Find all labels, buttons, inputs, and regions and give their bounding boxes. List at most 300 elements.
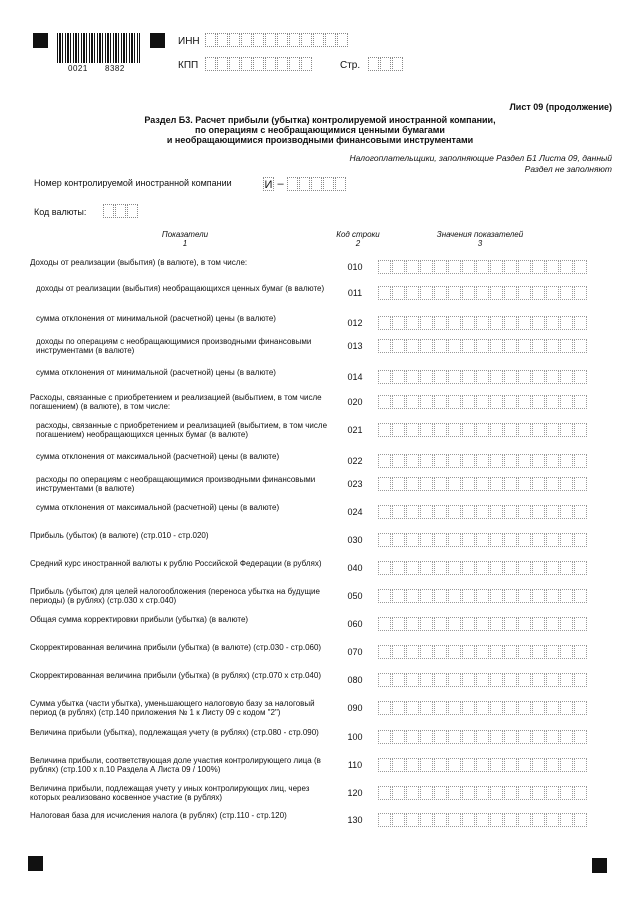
value-cell[interactable] — [574, 758, 587, 772]
value-cell[interactable] — [574, 701, 587, 715]
value-cell[interactable] — [448, 561, 461, 575]
value-cell[interactable] — [476, 260, 489, 274]
value-cell[interactable] — [560, 673, 573, 687]
value-cell[interactable] — [560, 561, 573, 575]
value-cell[interactable] — [462, 758, 475, 772]
value-cell[interactable] — [490, 316, 503, 330]
value-cell[interactable] — [434, 260, 447, 274]
value-cell[interactable] — [420, 673, 433, 687]
value-cell[interactable] — [448, 316, 461, 330]
value-cell[interactable] — [532, 533, 545, 547]
value-cell[interactable] — [504, 454, 517, 468]
row-value-field[interactable] — [378, 813, 588, 827]
value-cell[interactable] — [518, 370, 531, 384]
value-cell[interactable] — [434, 589, 447, 603]
value-cell[interactable] — [490, 339, 503, 353]
value-cell[interactable] — [546, 813, 559, 827]
value-cell[interactable] — [546, 316, 559, 330]
value-cell[interactable] — [490, 758, 503, 772]
value-cell[interactable] — [490, 673, 503, 687]
inn-field[interactable] — [205, 33, 349, 47]
value-cell[interactable] — [434, 730, 447, 744]
value-cell[interactable] — [532, 561, 545, 575]
value-cell[interactable] — [406, 286, 419, 300]
value-cell[interactable] — [532, 477, 545, 491]
value-cell[interactable] — [448, 533, 461, 547]
value-cell[interactable] — [490, 423, 503, 437]
value-cell[interactable] — [420, 505, 433, 519]
value-cell[interactable] — [518, 617, 531, 631]
value-cell[interactable] — [448, 423, 461, 437]
value-cell[interactable] — [392, 477, 405, 491]
value-cell[interactable] — [420, 813, 433, 827]
value-cell[interactable] — [518, 813, 531, 827]
value-cell[interactable] — [406, 505, 419, 519]
value-cell[interactable] — [532, 316, 545, 330]
value-cell[interactable] — [490, 286, 503, 300]
value-cell[interactable] — [378, 260, 391, 274]
value-cell[interactable] — [504, 339, 517, 353]
value-cell[interactable] — [392, 730, 405, 744]
value-cell[interactable] — [490, 813, 503, 827]
value-cell[interactable] — [476, 316, 489, 330]
row-value-field[interactable] — [378, 673, 588, 687]
value-cell[interactable] — [574, 316, 587, 330]
value-cell[interactable] — [560, 533, 573, 547]
currency-code-field[interactable] — [103, 204, 139, 218]
value-cell[interactable] — [504, 813, 517, 827]
page-field[interactable] — [368, 57, 404, 71]
value-cell[interactable] — [434, 617, 447, 631]
row-value-field[interactable] — [378, 316, 588, 330]
value-cell[interactable] — [378, 617, 391, 631]
value-cell[interactable] — [532, 505, 545, 519]
row-value-field[interactable] — [378, 423, 588, 437]
value-cell[interactable] — [462, 370, 475, 384]
value-cell[interactable] — [420, 395, 433, 409]
value-cell[interactable] — [448, 813, 461, 827]
value-cell[interactable] — [462, 730, 475, 744]
value-cell[interactable] — [546, 589, 559, 603]
value-cell[interactable] — [518, 286, 531, 300]
value-cell[interactable] — [518, 260, 531, 274]
value-cell[interactable] — [378, 645, 391, 659]
row-value-field[interactable] — [378, 454, 588, 468]
value-cell[interactable] — [532, 370, 545, 384]
value-cell[interactable] — [504, 395, 517, 409]
value-cell[interactable] — [392, 813, 405, 827]
value-cell[interactable] — [518, 673, 531, 687]
value-cell[interactable] — [532, 339, 545, 353]
value-cell[interactable] — [574, 813, 587, 827]
value-cell[interactable] — [504, 673, 517, 687]
value-cell[interactable] — [532, 758, 545, 772]
value-cell[interactable] — [574, 260, 587, 274]
value-cell[interactable] — [448, 505, 461, 519]
value-cell[interactable] — [560, 477, 573, 491]
value-cell[interactable] — [532, 786, 545, 800]
value-cell[interactable] — [378, 370, 391, 384]
value-cell[interactable] — [532, 617, 545, 631]
value-cell[interactable] — [574, 673, 587, 687]
value-cell[interactable] — [476, 477, 489, 491]
value-cell[interactable] — [574, 589, 587, 603]
value-cell[interactable] — [406, 316, 419, 330]
value-cell[interactable] — [574, 286, 587, 300]
value-cell[interactable] — [406, 395, 419, 409]
value-cell[interactable] — [518, 701, 531, 715]
value-cell[interactable] — [420, 786, 433, 800]
value-cell[interactable] — [560, 454, 573, 468]
row-value-field[interactable] — [378, 505, 588, 519]
value-cell[interactable] — [434, 813, 447, 827]
value-cell[interactable] — [392, 505, 405, 519]
value-cell[interactable] — [546, 370, 559, 384]
value-cell[interactable] — [462, 339, 475, 353]
value-cell[interactable] — [378, 286, 391, 300]
value-cell[interactable] — [392, 316, 405, 330]
value-cell[interactable] — [490, 505, 503, 519]
value-cell[interactable] — [518, 423, 531, 437]
value-cell[interactable] — [518, 505, 531, 519]
value-cell[interactable] — [378, 701, 391, 715]
value-cell[interactable] — [518, 477, 531, 491]
value-cell[interactable] — [504, 730, 517, 744]
value-cell[interactable] — [462, 617, 475, 631]
value-cell[interactable] — [546, 286, 559, 300]
value-cell[interactable] — [462, 477, 475, 491]
value-cell[interactable] — [518, 730, 531, 744]
value-cell[interactable] — [406, 730, 419, 744]
value-cell[interactable] — [378, 786, 391, 800]
value-cell[interactable] — [378, 561, 391, 575]
value-cell[interactable] — [504, 589, 517, 603]
value-cell[interactable] — [560, 701, 573, 715]
value-cell[interactable] — [560, 370, 573, 384]
value-cell[interactable] — [490, 260, 503, 274]
value-cell[interactable] — [420, 730, 433, 744]
value-cell[interactable] — [462, 813, 475, 827]
value-cell[interactable] — [546, 395, 559, 409]
value-cell[interactable] — [406, 758, 419, 772]
value-cell[interactable] — [518, 454, 531, 468]
value-cell[interactable] — [532, 673, 545, 687]
value-cell[interactable] — [378, 316, 391, 330]
value-cell[interactable] — [448, 477, 461, 491]
value-cell[interactable] — [420, 316, 433, 330]
value-cell[interactable] — [392, 758, 405, 772]
value-cell[interactable] — [406, 423, 419, 437]
value-cell[interactable] — [448, 395, 461, 409]
value-cell[interactable] — [532, 260, 545, 274]
value-cell[interactable] — [574, 786, 587, 800]
row-value-field[interactable] — [378, 370, 588, 384]
row-value-field[interactable] — [378, 701, 588, 715]
value-cell[interactable] — [406, 673, 419, 687]
value-cell[interactable] — [434, 286, 447, 300]
value-cell[interactable] — [420, 477, 433, 491]
value-cell[interactable] — [406, 260, 419, 274]
value-cell[interactable] — [462, 286, 475, 300]
value-cell[interactable] — [378, 813, 391, 827]
value-cell[interactable] — [574, 645, 587, 659]
value-cell[interactable] — [392, 370, 405, 384]
value-cell[interactable] — [378, 477, 391, 491]
value-cell[interactable] — [574, 339, 587, 353]
value-cell[interactable] — [378, 454, 391, 468]
value-cell[interactable] — [462, 561, 475, 575]
value-cell[interactable] — [476, 730, 489, 744]
value-cell[interactable] — [560, 730, 573, 744]
value-cell[interactable] — [560, 286, 573, 300]
value-cell[interactable] — [490, 477, 503, 491]
value-cell[interactable] — [560, 316, 573, 330]
value-cell[interactable] — [546, 260, 559, 274]
row-value-field[interactable] — [378, 645, 588, 659]
value-cell[interactable] — [462, 645, 475, 659]
value-cell[interactable] — [378, 533, 391, 547]
value-cell[interactable] — [574, 477, 587, 491]
value-cell[interactable] — [406, 370, 419, 384]
value-cell[interactable] — [476, 617, 489, 631]
value-cell[interactable] — [406, 589, 419, 603]
value-cell[interactable] — [476, 505, 489, 519]
value-cell[interactable] — [448, 454, 461, 468]
value-cell[interactable] — [546, 423, 559, 437]
value-cell[interactable] — [504, 701, 517, 715]
value-cell[interactable] — [546, 617, 559, 631]
value-cell[interactable] — [560, 395, 573, 409]
value-cell[interactable] — [420, 701, 433, 715]
value-cell[interactable] — [392, 423, 405, 437]
row-value-field[interactable] — [378, 758, 588, 772]
value-cell[interactable] — [560, 589, 573, 603]
value-cell[interactable] — [448, 589, 461, 603]
value-cell[interactable] — [392, 645, 405, 659]
value-cell[interactable] — [406, 533, 419, 547]
value-cell[interactable] — [448, 370, 461, 384]
value-cell[interactable] — [406, 561, 419, 575]
value-cell[interactable] — [504, 370, 517, 384]
value-cell[interactable] — [420, 260, 433, 274]
value-cell[interactable] — [378, 339, 391, 353]
value-cell[interactable] — [574, 423, 587, 437]
value-cell[interactable] — [532, 395, 545, 409]
value-cell[interactable] — [392, 701, 405, 715]
value-cell[interactable] — [434, 454, 447, 468]
value-cell[interactable] — [448, 339, 461, 353]
value-cell[interactable] — [392, 454, 405, 468]
value-cell[interactable] — [420, 339, 433, 353]
value-cell[interactable] — [420, 533, 433, 547]
value-cell[interactable] — [434, 370, 447, 384]
value-cell[interactable] — [392, 260, 405, 274]
value-cell[interactable] — [532, 645, 545, 659]
value-cell[interactable] — [490, 370, 503, 384]
value-cell[interactable] — [462, 423, 475, 437]
value-cell[interactable] — [420, 370, 433, 384]
value-cell[interactable] — [434, 423, 447, 437]
value-cell[interactable] — [504, 477, 517, 491]
value-cell[interactable] — [574, 561, 587, 575]
value-cell[interactable] — [560, 813, 573, 827]
value-cell[interactable] — [504, 533, 517, 547]
value-cell[interactable] — [378, 730, 391, 744]
company-number-field[interactable] — [263, 177, 347, 191]
value-cell[interactable] — [490, 786, 503, 800]
value-cell[interactable] — [546, 786, 559, 800]
value-cell[interactable] — [504, 758, 517, 772]
value-cell[interactable] — [532, 730, 545, 744]
value-cell[interactable] — [546, 505, 559, 519]
value-cell[interactable] — [546, 339, 559, 353]
value-cell[interactable] — [532, 589, 545, 603]
row-value-field[interactable] — [378, 395, 588, 409]
value-cell[interactable] — [476, 758, 489, 772]
value-cell[interactable] — [448, 786, 461, 800]
value-cell[interactable] — [392, 786, 405, 800]
value-cell[interactable] — [476, 561, 489, 575]
value-cell[interactable] — [504, 505, 517, 519]
value-cell[interactable] — [420, 758, 433, 772]
value-cell[interactable] — [406, 477, 419, 491]
row-value-field[interactable] — [378, 533, 588, 547]
value-cell[interactable] — [560, 645, 573, 659]
kpp-field[interactable] — [205, 57, 313, 71]
value-cell[interactable] — [504, 786, 517, 800]
value-cell[interactable] — [504, 286, 517, 300]
row-value-field[interactable] — [378, 286, 588, 300]
value-cell[interactable] — [574, 730, 587, 744]
value-cell[interactable] — [518, 395, 531, 409]
value-cell[interactable] — [462, 260, 475, 274]
row-value-field[interactable] — [378, 260, 588, 274]
value-cell[interactable] — [490, 533, 503, 547]
value-cell[interactable] — [546, 454, 559, 468]
row-value-field[interactable] — [378, 786, 588, 800]
row-value-field[interactable] — [378, 589, 588, 603]
value-cell[interactable] — [532, 701, 545, 715]
value-cell[interactable] — [378, 423, 391, 437]
value-cell[interactable] — [448, 260, 461, 274]
value-cell[interactable] — [434, 561, 447, 575]
value-cell[interactable] — [490, 645, 503, 659]
value-cell[interactable] — [574, 395, 587, 409]
value-cell[interactable] — [504, 316, 517, 330]
value-cell[interactable] — [448, 645, 461, 659]
value-cell[interactable] — [462, 395, 475, 409]
value-cell[interactable] — [532, 454, 545, 468]
value-cell[interactable] — [518, 645, 531, 659]
value-cell[interactable] — [420, 286, 433, 300]
value-cell[interactable] — [476, 370, 489, 384]
value-cell[interactable] — [378, 505, 391, 519]
value-cell[interactable] — [532, 423, 545, 437]
value-cell[interactable] — [560, 758, 573, 772]
value-cell[interactable] — [560, 423, 573, 437]
value-cell[interactable] — [476, 423, 489, 437]
value-cell[interactable] — [476, 533, 489, 547]
value-cell[interactable] — [560, 339, 573, 353]
value-cell[interactable] — [476, 813, 489, 827]
value-cell[interactable] — [476, 589, 489, 603]
value-cell[interactable] — [476, 645, 489, 659]
value-cell[interactable] — [546, 561, 559, 575]
value-cell[interactable] — [392, 339, 405, 353]
value-cell[interactable] — [448, 758, 461, 772]
value-cell[interactable] — [406, 454, 419, 468]
row-value-field[interactable] — [378, 730, 588, 744]
value-cell[interactable] — [560, 260, 573, 274]
value-cell[interactable] — [560, 786, 573, 800]
value-cell[interactable] — [378, 758, 391, 772]
value-cell[interactable] — [448, 701, 461, 715]
value-cell[interactable] — [504, 645, 517, 659]
value-cell[interactable] — [434, 316, 447, 330]
value-cell[interactable] — [434, 758, 447, 772]
value-cell[interactable] — [448, 730, 461, 744]
value-cell[interactable] — [504, 423, 517, 437]
value-cell[interactable] — [434, 477, 447, 491]
value-cell[interactable] — [434, 786, 447, 800]
value-cell[interactable] — [518, 561, 531, 575]
value-cell[interactable] — [392, 533, 405, 547]
value-cell[interactable] — [392, 561, 405, 575]
value-cell[interactable] — [378, 395, 391, 409]
value-cell[interactable] — [448, 673, 461, 687]
value-cell[interactable] — [392, 286, 405, 300]
value-cell[interactable] — [546, 645, 559, 659]
value-cell[interactable] — [434, 339, 447, 353]
value-cell[interactable] — [518, 786, 531, 800]
value-cell[interactable] — [448, 286, 461, 300]
value-cell[interactable] — [420, 561, 433, 575]
value-cell[interactable] — [434, 701, 447, 715]
value-cell[interactable] — [392, 617, 405, 631]
row-value-field[interactable] — [378, 617, 588, 631]
row-value-field[interactable] — [378, 339, 588, 353]
value-cell[interactable] — [420, 645, 433, 659]
value-cell[interactable] — [518, 316, 531, 330]
value-cell[interactable] — [476, 395, 489, 409]
value-cell[interactable] — [490, 701, 503, 715]
value-cell[interactable] — [420, 589, 433, 603]
row-value-field[interactable] — [378, 477, 588, 491]
value-cell[interactable] — [406, 339, 419, 353]
value-cell[interactable] — [392, 589, 405, 603]
value-cell[interactable] — [378, 589, 391, 603]
value-cell[interactable] — [434, 645, 447, 659]
value-cell[interactable] — [532, 813, 545, 827]
value-cell[interactable] — [434, 395, 447, 409]
value-cell[interactable] — [560, 505, 573, 519]
value-cell[interactable] — [574, 617, 587, 631]
value-cell[interactable] — [462, 701, 475, 715]
value-cell[interactable] — [490, 730, 503, 744]
value-cell[interactable] — [518, 533, 531, 547]
value-cell[interactable] — [420, 617, 433, 631]
value-cell[interactable] — [392, 673, 405, 687]
value-cell[interactable] — [476, 286, 489, 300]
value-cell[interactable] — [406, 786, 419, 800]
value-cell[interactable] — [574, 454, 587, 468]
value-cell[interactable] — [448, 617, 461, 631]
value-cell[interactable] — [462, 786, 475, 800]
value-cell[interactable] — [546, 701, 559, 715]
value-cell[interactable] — [546, 477, 559, 491]
value-cell[interactable] — [532, 286, 545, 300]
value-cell[interactable] — [546, 533, 559, 547]
